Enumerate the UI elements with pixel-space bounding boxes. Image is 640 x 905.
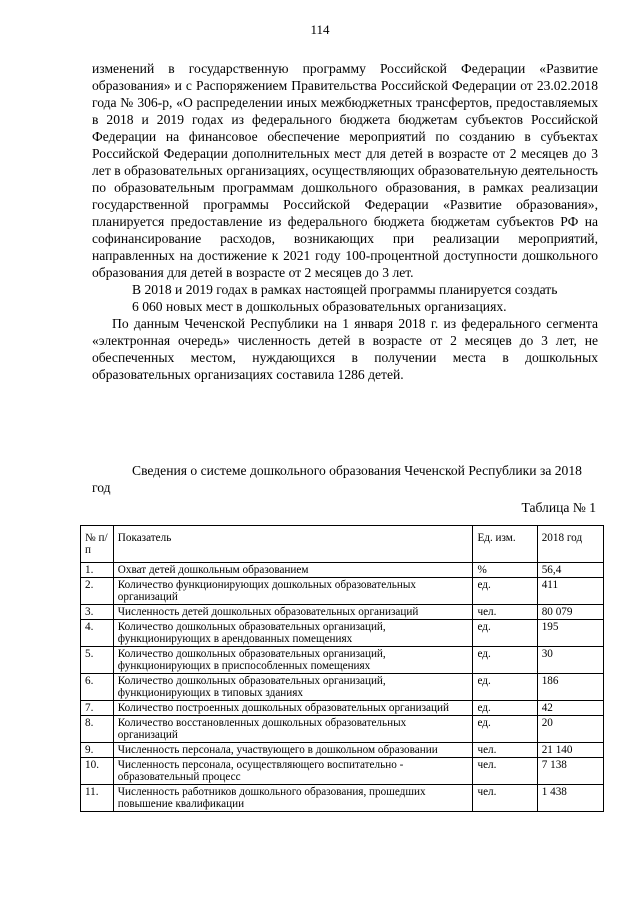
table-cell: ед. (473, 578, 537, 605)
table-cell: 6. (81, 674, 114, 701)
table-cell: 20 (537, 716, 603, 743)
table-cell: чел. (473, 605, 537, 620)
table-cell: 8. (81, 716, 114, 743)
table-cell: чел. (473, 743, 537, 758)
table-cell: 10. (81, 758, 114, 785)
table-cell: 7. (81, 701, 114, 716)
table-cell: 2. (81, 578, 114, 605)
table-cell: чел. (473, 758, 537, 785)
table-cell: ед. (473, 716, 537, 743)
table-row (81, 674, 604, 701)
table-cell: 1 438 (537, 785, 603, 812)
body-text (92, 60, 598, 383)
table-cell: 1. (81, 563, 114, 578)
table-row (81, 563, 604, 578)
table-cell: 186 (537, 674, 603, 701)
table-cell: ед. (473, 620, 537, 647)
table-row (81, 578, 604, 605)
table-cell: Количество дошкольных образовательных организаций, функционирующих в приспособленных помещениях (113, 647, 473, 674)
table-caption-text: Сведения о системе дошкольного образования Чеченской Республики за 2018 год (92, 463, 582, 495)
table-cell: 411 (537, 578, 603, 605)
table-cell: 30 (537, 647, 603, 674)
table-cell: Количество дошкольных образовательных организаций, функционирующих в арендованных помещениях (113, 620, 473, 647)
table-caption (92, 462, 598, 496)
table-cell: 42 (537, 701, 603, 716)
table-cell: 3. (81, 605, 114, 620)
table-row (81, 605, 604, 620)
table-cell: Количество дошкольных образовательных организаций, функционирующих в типовых зданиях (113, 674, 473, 701)
table-cell: 7 138 (537, 758, 603, 785)
table-row (81, 743, 604, 758)
table-cell: Численность детей дошкольных образовательных организаций (113, 605, 473, 620)
table-cell: 56,4 (537, 563, 603, 578)
paragraph: В 2018 и 2019 годах в рамках настоящей программы планируется создать (132, 282, 558, 297)
paragraph: изменений в государственную программу Российской Федерации «Развитие образования» и с Распоряжением Правительства Российской Федерации от 23.02.2018 года № 306-р, «О распределении иных межбюджетных трансфертов, предоставляемых в 2018 и 2019 годах из федерального бюджета бюджетам субъектов Российской Федерации на финансовое обеспечение мероприятий по созданию в субъектах Российской Федерации дополнительных мест для детей в возрасте от 2 месяцев до 3 лет в образовательных организациях, осуществляющих образовательную деятельность по образовательным программам дошкольного образования, в рамках реализации государственной программы Российской Федерации «Развитие образования», планируется предоставление из федерального бюджета бюджетам субъектов РФ на софинансирование расходов, возникающих при реализации мероприятий, направленных на достижение к 2021 году 100-процентной доступности дошкольного образования для детей в возрасте от 2 месяцев до 3 лет. (92, 61, 598, 280)
page-number: 114 (310, 22, 330, 37)
header-cell: Ед. изм. (473, 526, 537, 563)
table-cell: Охват детей дошкольным образованием (113, 563, 473, 578)
table-row (81, 701, 604, 716)
table-cell: ед. (473, 701, 537, 716)
header-cell: № п/п (81, 526, 114, 563)
table-cell: Количество функционирующих дошкольных образовательных организаций (113, 578, 473, 605)
table-row (81, 785, 604, 812)
table-cell: 4. (81, 620, 114, 647)
table-cell: чел. (473, 785, 537, 812)
table-cell: ед. (473, 674, 537, 701)
table-cell: Численность персонала, осуществляющего воспитательно - образовательный процесс (113, 758, 473, 785)
table-row (81, 647, 604, 674)
table-header-row (81, 526, 604, 563)
table-cell: 11. (81, 785, 114, 812)
table-cell: 21 140 (537, 743, 603, 758)
table-cell: 195 (537, 620, 603, 647)
table-cell: 80 079 (537, 605, 603, 620)
table-row (81, 620, 604, 647)
paragraph: 6 060 новых мест в дошкольных образовательных организациях. (132, 299, 507, 314)
table-cell: Количество построенных дошкольных образовательных организаций (113, 701, 473, 716)
table-row (81, 716, 604, 743)
table-cell: Численность персонала, участвующего в дошкольном образовании (113, 743, 473, 758)
table-row (81, 758, 604, 785)
header-cell: Показатель (113, 526, 473, 563)
paragraph: По данным Чеченской Республики на 1 января 2018 г. из федерального сегмента «электронная очередь» численность детей в возрасте от 2 месяцев до 3 лет, не обеспеченных местом, нуждающихся в получении места в дошкольных образовательных организациях составила 1286 детей. (92, 316, 598, 382)
table-cell: ед. (473, 647, 537, 674)
table-cell: 9. (81, 743, 114, 758)
table-number: Таблица № 1 (521, 500, 596, 515)
table-cell: Количество восстановленных дошкольных образовательных организаций (113, 716, 473, 743)
table-cell: Численность работников дошкольного образования, прошедших повышение квалификации (113, 785, 473, 812)
table-cell: % (473, 563, 537, 578)
table-cell: 5. (81, 647, 114, 674)
data-table (80, 525, 604, 812)
header-cell: 2018 год (537, 526, 603, 563)
